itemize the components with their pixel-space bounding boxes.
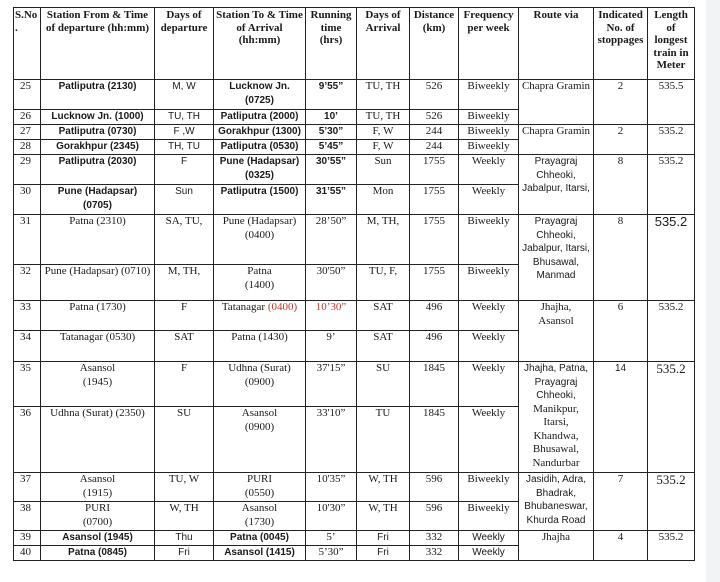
- header-row: [14, 8, 695, 80]
- to-cell: Asansol (1730): [214, 502, 306, 531]
- running-time-cell: 10'35”: [306, 473, 357, 502]
- length-cell: 535.2: [648, 125, 695, 155]
- distance-cell: 1845: [410, 407, 459, 473]
- train-schedule-table: [13, 7, 695, 561]
- length-cell: 535.2: [648, 301, 695, 362]
- arr-days-cell: Sun: [357, 155, 410, 185]
- to-cell: Gorakhpur (1300): [214, 125, 306, 140]
- distance-cell: 1755: [410, 265, 459, 301]
- arr-days-cell: TU, TH: [357, 110, 410, 125]
- dep-days-cell: F: [155, 301, 214, 331]
- to-cell: Patliputra (2000): [214, 110, 306, 125]
- to-cell: Pune (Hadapsar) (0325): [214, 155, 306, 185]
- table-row: [14, 473, 695, 502]
- dep-days-cell: SU: [155, 407, 214, 473]
- to-cell: Lucknow Jn. (0725): [214, 80, 306, 110]
- distance-cell: 596: [410, 473, 459, 502]
- frequency-cell: Weekly: [459, 531, 519, 546]
- sno-cell: 33: [14, 301, 41, 331]
- distance-cell: 526: [410, 80, 459, 110]
- sno-cell: 29: [14, 155, 41, 185]
- sno-cell: 34: [14, 331, 41, 362]
- running-time-cell: 9’55”: [306, 80, 357, 110]
- running-time-cell: 10'30”: [306, 502, 357, 531]
- header-length: Length of longest train in Meter: [648, 8, 695, 80]
- arr-days-cell: SU: [357, 362, 410, 407]
- from-cell: Asansol (1945): [41, 362, 155, 407]
- distance-cell: 1845: [410, 362, 459, 407]
- to-cell: Patna (1400): [214, 265, 306, 301]
- from-cell: Udhna (Surat) (2350): [41, 407, 155, 473]
- length-cell: 535.5: [648, 80, 695, 125]
- sno-cell: 37: [14, 473, 41, 502]
- frequency-cell: Weekly: [459, 155, 519, 185]
- from-cell: Tatanagar (0530): [41, 331, 155, 362]
- arr-days-cell: Fri: [357, 546, 410, 561]
- arr-days-cell: SAT: [357, 301, 410, 331]
- header-sno: S.No .: [14, 8, 41, 80]
- sno-cell: 32: [14, 265, 41, 301]
- sno-cell: 39: [14, 531, 41, 546]
- sno-cell: 25: [14, 80, 41, 110]
- from-cell: Asansol (1915): [41, 473, 155, 502]
- running-time-cell: 28’50”: [306, 215, 357, 265]
- frequency-cell: Weekly: [459, 185, 519, 215]
- route-cell: Chapra Gramin: [519, 125, 594, 155]
- dep-days-cell: W, TH: [155, 502, 214, 531]
- frequency-cell: Biweekly: [459, 125, 519, 140]
- from-cell: Lucknow Jn. (1000): [41, 110, 155, 125]
- to-cell: Asansol (0900): [214, 407, 306, 473]
- distance-cell: 1755: [410, 215, 459, 265]
- table-row: [14, 215, 695, 265]
- route-cell: Prayagraj Chheoki, Jabalpur, Itarsi, Bhusawal, Manmad: [519, 215, 594, 301]
- from-cell: Patna (0845): [41, 546, 155, 561]
- route-cell: Jasidih, Adra, Bhadrak, Bhubaneswar, Khurda Road: [519, 473, 594, 531]
- to-cell: Patliputra (1500): [214, 185, 306, 215]
- header-distance: Distance (km): [410, 8, 459, 80]
- frequency-cell: Biweekly: [459, 265, 519, 301]
- distance-cell: 332: [410, 546, 459, 561]
- frequency-cell: Weekly: [459, 362, 519, 407]
- table-row: [14, 301, 695, 331]
- from-cell: Patliputra (0730): [41, 125, 155, 140]
- arr-days-cell: W, TH: [357, 473, 410, 502]
- header-frequency: Frequency per week: [459, 8, 519, 80]
- table-row: [14, 362, 695, 407]
- route-cell: Jhajha, Asansol: [519, 301, 594, 362]
- sno-cell: 40: [14, 546, 41, 561]
- frequency-cell: Weekly: [459, 331, 519, 362]
- arr-days-cell: F, W: [357, 125, 410, 140]
- dep-days-cell: F ,W: [155, 125, 214, 140]
- header-stoppages: Indicated No. of stoppages: [594, 8, 648, 80]
- to-cell: Patliputra (0530): [214, 140, 306, 155]
- sno-cell: 30: [14, 185, 41, 215]
- arr-days-cell: TU: [357, 407, 410, 473]
- to-cell: PURI (0550): [214, 473, 306, 502]
- route-cell: [519, 362, 594, 473]
- length-cell: 535.2: [648, 215, 695, 301]
- dep-days-cell: SAT: [155, 331, 214, 362]
- running-time-cell: 9’: [306, 331, 357, 362]
- route-cell: Chapra Gramin: [519, 80, 594, 125]
- to-cell: Pune (Hadapsar) (0400): [214, 215, 306, 265]
- sno-cell: 31: [14, 215, 41, 265]
- distance-cell: 596: [410, 502, 459, 531]
- dep-days-cell: SA, TU,: [155, 215, 214, 265]
- frequency-cell: Biweekly: [459, 80, 519, 110]
- dep-days-cell: Fri: [155, 546, 214, 561]
- frequency-cell: Biweekly: [459, 140, 519, 155]
- header-running-time: Running time (hrs): [306, 8, 357, 80]
- frequency-cell: Biweekly: [459, 473, 519, 502]
- stoppages-cell: 14: [594, 362, 648, 473]
- dep-days-cell: F: [155, 155, 214, 185]
- frequency-cell: Biweekly: [459, 215, 519, 265]
- route-part-2: Manikpur, Itarsi, Khandwa, Bhusawal, Nandurbar: [532, 402, 580, 469]
- arr-days-cell: M, TH,: [357, 215, 410, 265]
- distance-cell: 496: [410, 331, 459, 362]
- stoppages-cell: 7: [594, 473, 648, 531]
- from-cell: Asansol (1945): [41, 531, 155, 546]
- running-time-cell: 5’: [306, 531, 357, 546]
- route-cell: Jhajha: [519, 531, 594, 561]
- header-from: Station From & Time of departure (hh:mm): [41, 8, 155, 80]
- distance-cell: 244: [410, 125, 459, 140]
- length-cell: 535.2: [648, 155, 695, 215]
- from-cell: Pune (Hadapsar) (0705): [41, 185, 155, 215]
- sno-cell: 26: [14, 110, 41, 125]
- dep-days-cell: TH, TU: [155, 140, 214, 155]
- running-time-cell: 5’30”: [306, 125, 357, 140]
- frequency-cell: Biweekly: [459, 502, 519, 531]
- arr-days-cell: TU, F,: [357, 265, 410, 301]
- dep-days-cell: Thu: [155, 531, 214, 546]
- to-cell: Patna (1430): [214, 331, 306, 362]
- table-row: [14, 80, 695, 110]
- sno-cell: 27: [14, 125, 41, 140]
- stoppages-cell: 2: [594, 125, 648, 155]
- arr-days-cell: F, W: [357, 140, 410, 155]
- to-station: Tatanagar: [221, 301, 266, 313]
- frequency-cell: Weekly: [459, 407, 519, 473]
- arr-days-cell: SAT: [357, 331, 410, 362]
- dep-days-cell: M, TH,: [155, 265, 214, 301]
- from-cell: PURI (0700): [41, 502, 155, 531]
- table-row: [14, 531, 695, 546]
- table-row: [14, 125, 695, 140]
- sno-cell: 38: [14, 502, 41, 531]
- to-cell: Patna (0045): [214, 531, 306, 546]
- distance-cell: 244: [410, 140, 459, 155]
- from-cell: Patna (2310): [41, 215, 155, 265]
- header-arr-days: Days of Arrival: [357, 8, 410, 80]
- arr-days-cell: TU, TH: [357, 80, 410, 110]
- running-time-cell: 5’30”: [306, 546, 357, 561]
- running-time-cell: 37'15”: [306, 362, 357, 407]
- to-cell: [214, 301, 306, 331]
- stoppages-cell: 4: [594, 531, 648, 561]
- from-cell: Patliputra (2030): [41, 155, 155, 185]
- running-time-cell: 30’55”: [306, 155, 357, 185]
- arr-days-cell: Mon: [357, 185, 410, 215]
- arr-days-cell: W, TH: [357, 502, 410, 531]
- from-cell: Patliputra (2130): [41, 80, 155, 110]
- running-time-cell: 30'50”: [306, 265, 357, 301]
- sno-cell: 28: [14, 140, 41, 155]
- dep-days-cell: M, W: [155, 80, 214, 110]
- header-route: Route via: [519, 8, 594, 80]
- header-dep-days: Days of departure: [155, 8, 214, 80]
- route-cell: Prayagraj Chheoki, Jabalpur, Itarsi,: [519, 155, 594, 215]
- dep-days-cell: TU, TH: [155, 110, 214, 125]
- dep-days-cell: F: [155, 362, 214, 407]
- arr-days-cell: Fri: [357, 531, 410, 546]
- from-cell: Gorakhpur (2345): [41, 140, 155, 155]
- running-time-cell: 10’30”: [306, 301, 357, 331]
- from-cell: Patna (1730): [41, 301, 155, 331]
- length-cell: 535.2: [648, 531, 695, 561]
- distance-cell: 1755: [410, 185, 459, 215]
- running-time-cell: 33'10”: [306, 407, 357, 473]
- to-time: (0400): [267, 301, 298, 313]
- stoppages-cell: 6: [594, 301, 648, 362]
- to-cell: Asansol (1415): [214, 546, 306, 561]
- route-part-1: Jhajha, Patna, Prayagraj Chheoki,: [524, 363, 588, 401]
- length-cell: 535.2: [648, 362, 695, 473]
- length-cell: 535.2: [648, 473, 695, 531]
- stoppages-cell: 8: [594, 215, 648, 301]
- distance-cell: 526: [410, 110, 459, 125]
- stoppages-cell: 8: [594, 155, 648, 215]
- distance-cell: 1755: [410, 155, 459, 185]
- to-cell: Udhna (Surat) (0900): [214, 362, 306, 407]
- sno-cell: 35: [14, 362, 41, 407]
- table-row: [14, 155, 695, 185]
- distance-cell: 332: [410, 531, 459, 546]
- dep-days-cell: Sun: [155, 185, 214, 215]
- from-cell: Pune (Hadapsar) (0710): [41, 265, 155, 301]
- frequency-cell: Biweekly: [459, 110, 519, 125]
- distance-cell: 496: [410, 301, 459, 331]
- header-to: Station To & Time of Arrival (hh:mm): [214, 8, 306, 80]
- frequency-cell: Weekly: [459, 301, 519, 331]
- stoppages-cell: 2: [594, 80, 648, 125]
- page-margin: [706, 0, 720, 582]
- dep-days-cell: TU, W: [155, 473, 214, 502]
- sno-cell: 36: [14, 407, 41, 473]
- running-time-cell: 31’55”: [306, 185, 357, 215]
- frequency-cell: Weekly: [459, 546, 519, 561]
- running-time-cell: 10’: [306, 110, 357, 125]
- running-time-cell: 5’45”: [306, 140, 357, 155]
